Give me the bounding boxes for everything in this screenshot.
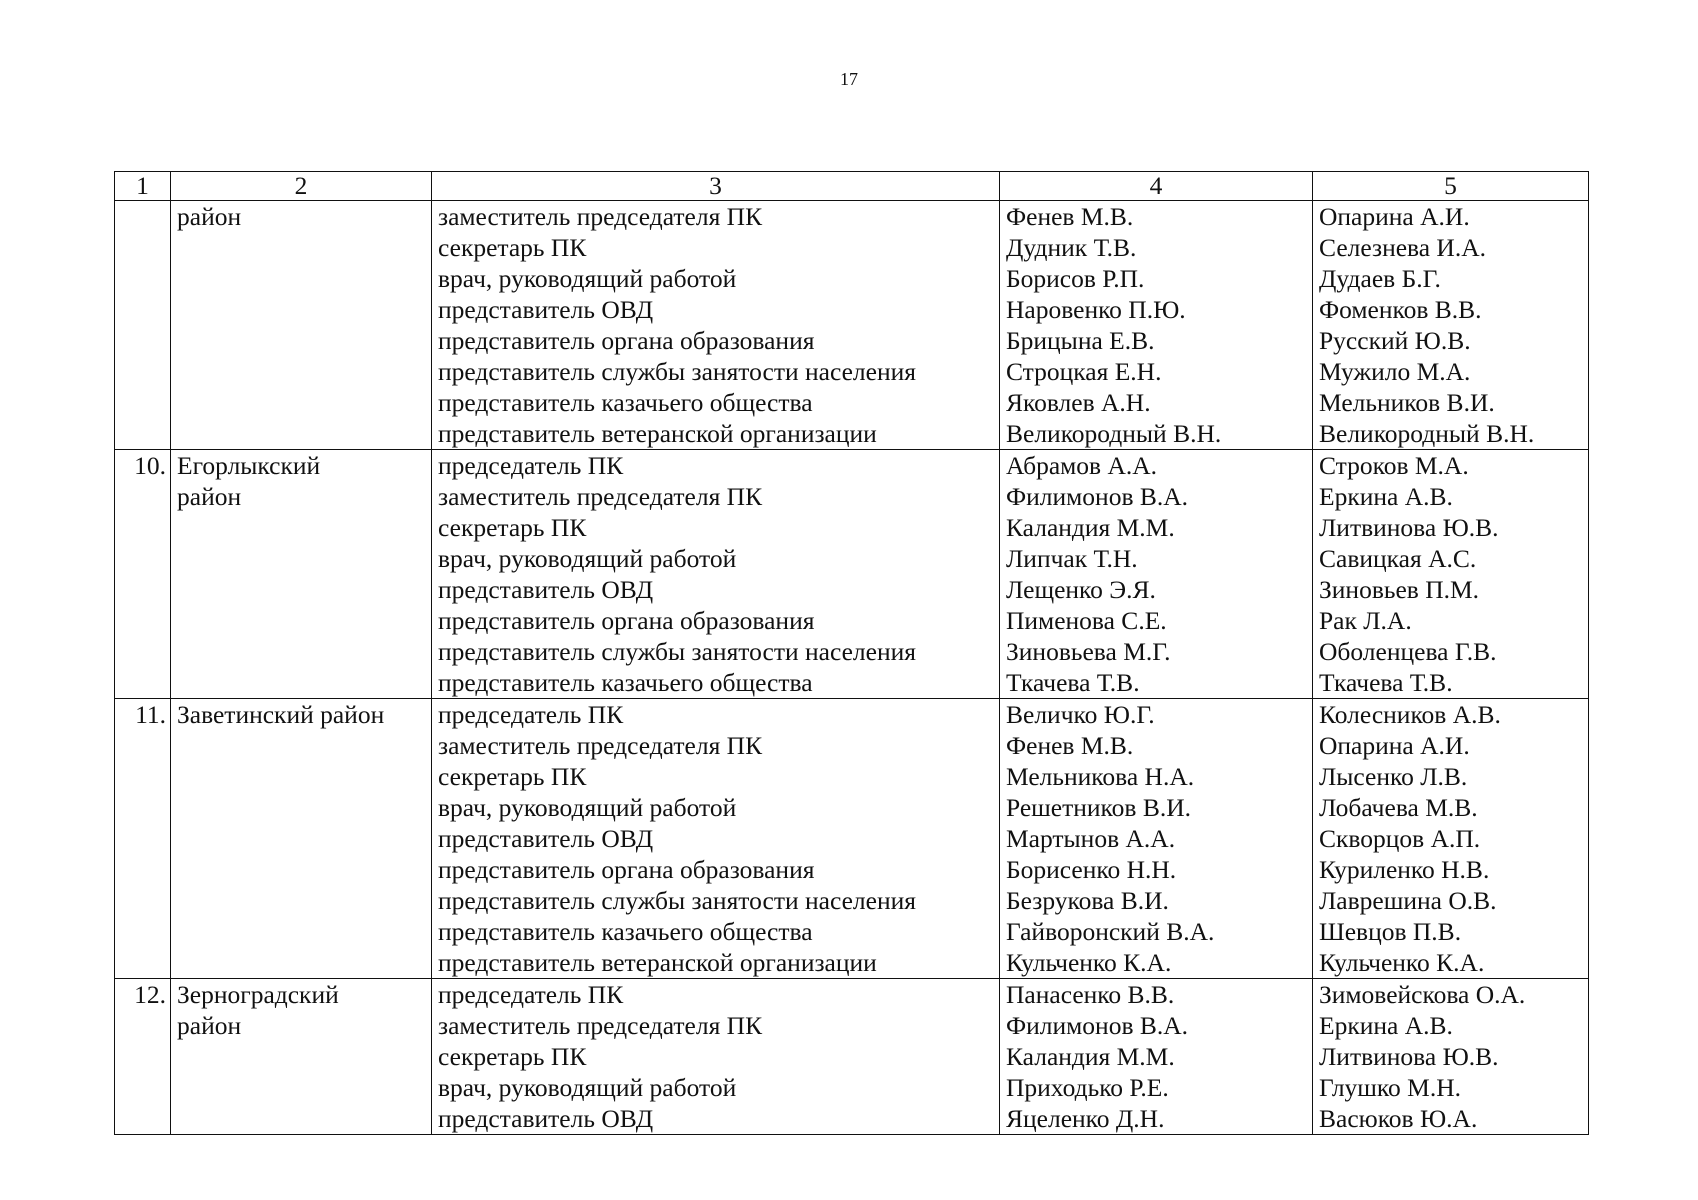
member-name: Яковлев А.Н. (1006, 388, 1151, 417)
member-name: Фенев М.В. (1006, 202, 1134, 231)
reserve-member-name: Мельников В.И. (1319, 388, 1495, 417)
commission-role: врач, руководящий работой (438, 264, 737, 293)
commission-role: представитель органа образования (438, 855, 815, 884)
district-name (171, 450, 432, 699)
reserve-member-name: Еркина А.В. (1319, 1011, 1453, 1040)
reserve-member-name: Зимовейскова О.А. (1319, 980, 1526, 1009)
member-name: Филимонов В.А. (1006, 1011, 1189, 1040)
column-number-3: 3 (432, 172, 1000, 201)
member-name-cell (1000, 201, 1313, 450)
member-name: Филимонов В.А. (1006, 482, 1189, 511)
reserve-member-name: Опарина А.И. (1319, 731, 1470, 760)
district-name-line: район (177, 202, 242, 231)
district-name-line: район (177, 482, 242, 511)
district-name-line: Зерноградский (177, 980, 339, 1009)
commission-role: секретарь ПК (438, 513, 587, 542)
column-number-row (115, 172, 1589, 201)
commission-role: заместитель председателя ПК (438, 1011, 763, 1040)
member-name: Каландия М.М. (1006, 1042, 1175, 1071)
member-name: Мельникова Н.А. (1006, 762, 1195, 791)
member-name-cell (1000, 699, 1313, 979)
reserve-member-name-cell (1313, 979, 1589, 1135)
reserve-member-name: Опарина А.И. (1319, 202, 1470, 231)
reserve-member-name: Дудаев Б.Г. (1319, 264, 1441, 293)
member-name: Панасенко В.В. (1006, 980, 1175, 1009)
commission-role: врач, руководящий работой (438, 793, 737, 822)
member-name: Дудник Т.В. (1006, 233, 1137, 262)
member-name: Абрамов А.А. (1006, 451, 1158, 480)
commission-role: секретарь ПК (438, 1042, 587, 1071)
district-name-line: район (177, 1011, 242, 1040)
row-number: 10. (115, 450, 171, 699)
reserve-member-name: Строков М.А. (1319, 451, 1469, 480)
reserve-member-name-cell (1313, 201, 1589, 450)
district-name (171, 699, 432, 979)
commission-role: председатель ПК (438, 980, 624, 1009)
member-name: Борисов Р.П. (1006, 264, 1145, 293)
member-name-cell (1000, 979, 1313, 1135)
reserve-member-name: Великородный В.Н. (1319, 419, 1535, 448)
commission-role: секретарь ПК (438, 762, 587, 791)
reserve-member-name: Ткачева Т.В. (1319, 668, 1453, 697)
member-name: Борисенко Н.Н. (1006, 855, 1177, 884)
commission-role: представитель ОВД (438, 824, 654, 853)
reserve-member-name: Савицкая А.С. (1319, 544, 1477, 573)
district-group-row (115, 979, 1589, 1135)
member-name: Великородный В.Н. (1006, 419, 1222, 448)
reserve-member-name: Еркина А.В. (1319, 482, 1453, 511)
reserve-member-name: Русский Ю.В. (1319, 326, 1471, 355)
commission-role: представитель органа образования (438, 606, 815, 635)
district-name-line: Заветинский район (177, 700, 385, 729)
column-number-2: 2 (171, 172, 432, 201)
member-name: Ткачева Т.В. (1006, 668, 1140, 697)
member-name-cell (1000, 450, 1313, 699)
reserve-member-name-cell (1313, 450, 1589, 699)
reserve-member-name: Лаврешина О.В. (1319, 886, 1497, 915)
commission-table (114, 171, 1589, 1135)
commission-role: представитель ветеранской организации (438, 419, 877, 448)
commission-role: представитель ветеранской организации (438, 948, 877, 977)
reserve-member-name: Лобачева М.В. (1319, 793, 1478, 822)
commission-role: врач, руководящий работой (438, 544, 737, 573)
commission-role: заместитель председателя ПК (438, 482, 763, 511)
row-number: 11. (115, 699, 171, 979)
reserve-member-name: Куриленко Н.В. (1319, 855, 1490, 884)
commission-role-cell (432, 979, 1000, 1135)
district-group-row (115, 699, 1589, 979)
reserve-member-name: Васюков Ю.А. (1319, 1104, 1478, 1133)
column-number-1: 1 (115, 172, 171, 201)
table-body (115, 172, 1589, 1135)
member-name: Решетников В.И. (1006, 793, 1191, 822)
member-name: Зиновьева М.Г. (1006, 637, 1171, 666)
district-name (171, 979, 432, 1135)
reserve-member-name: Литвинова Ю.В. (1319, 513, 1499, 542)
commission-role: представитель службы занятости населения (438, 637, 916, 666)
reserve-member-name: Оболенцева Г.В. (1319, 637, 1497, 666)
commission-role: председатель ПК (438, 451, 624, 480)
reserve-member-name: Лысенко Л.В. (1319, 762, 1468, 791)
row-number (115, 201, 171, 450)
reserve-member-name: Мужило М.А. (1319, 357, 1471, 386)
commission-role: представитель органа образования (438, 326, 815, 355)
member-name: Яцеленко Д.Н. (1006, 1104, 1165, 1133)
reserve-member-name: Скворцов А.П. (1319, 824, 1481, 853)
commission-role-cell (432, 699, 1000, 979)
commission-role-cell (432, 450, 1000, 699)
reserve-member-name: Колесников А.В. (1319, 700, 1501, 729)
district-name-line: Егорлыкский (177, 451, 321, 480)
member-name: Брицына Е.В. (1006, 326, 1155, 355)
commission-role: председатель ПК (438, 700, 624, 729)
reserve-member-name: Рак Л.А. (1319, 606, 1412, 635)
district-group-row (115, 450, 1589, 699)
member-name: Мартынов А.А. (1006, 824, 1176, 853)
district-group-row (115, 201, 1589, 450)
commission-role-cell (432, 201, 1000, 450)
reserve-member-name: Зиновьев П.М. (1319, 575, 1480, 604)
column-number-4: 4 (1000, 172, 1313, 201)
commission-role: заместитель председателя ПК (438, 731, 763, 760)
commission-role: представитель ОВД (438, 1104, 654, 1133)
commission-role: представитель службы занятости населения (438, 357, 916, 386)
commission-role: представитель службы занятости населения (438, 886, 916, 915)
district-name (171, 201, 432, 450)
reserve-member-name: Фоменков В.В. (1319, 295, 1482, 324)
page-number: 17 (840, 69, 858, 89)
reserve-member-name: Литвинова Ю.В. (1319, 1042, 1499, 1071)
member-name: Фенев М.В. (1006, 731, 1134, 760)
member-name: Безрукова В.И. (1006, 886, 1169, 915)
commission-role: представитель казачьего общества (438, 917, 813, 946)
commission-role: представитель казачьего общества (438, 388, 813, 417)
member-name: Величко Ю.Г. (1006, 700, 1155, 729)
member-name: Строцкая Е.Н. (1006, 357, 1162, 386)
member-name: Липчак Т.Н. (1006, 544, 1138, 573)
commission-role: заместитель председателя ПК (438, 202, 763, 231)
commission-role: представитель казачьего общества (438, 668, 813, 697)
row-number: 12. (115, 979, 171, 1135)
member-name: Кульченко К.А. (1006, 948, 1172, 977)
commission-role: представитель ОВД (438, 575, 654, 604)
member-name: Наровенко П.Ю. (1006, 295, 1186, 324)
member-name: Лещенко Э.Я. (1006, 575, 1156, 604)
reserve-member-name: Глушко М.Н. (1319, 1073, 1461, 1102)
member-name: Приходько Р.Е. (1006, 1073, 1169, 1102)
member-name: Каландия М.М. (1006, 513, 1175, 542)
commission-role: секретарь ПК (438, 233, 587, 262)
reserve-member-name: Шевцов П.В. (1319, 917, 1462, 946)
commission-role: представитель ОВД (438, 295, 654, 324)
reserve-member-name: Селезнева И.А. (1319, 233, 1487, 262)
commission-role: врач, руководящий работой (438, 1073, 737, 1102)
member-name: Пименова С.Е. (1006, 606, 1167, 635)
reserve-member-name: Кульченко К.А. (1319, 948, 1485, 977)
member-name: Гайворонский В.А. (1006, 917, 1215, 946)
reserve-member-name-cell (1313, 699, 1589, 979)
column-number-5: 5 (1313, 172, 1589, 201)
